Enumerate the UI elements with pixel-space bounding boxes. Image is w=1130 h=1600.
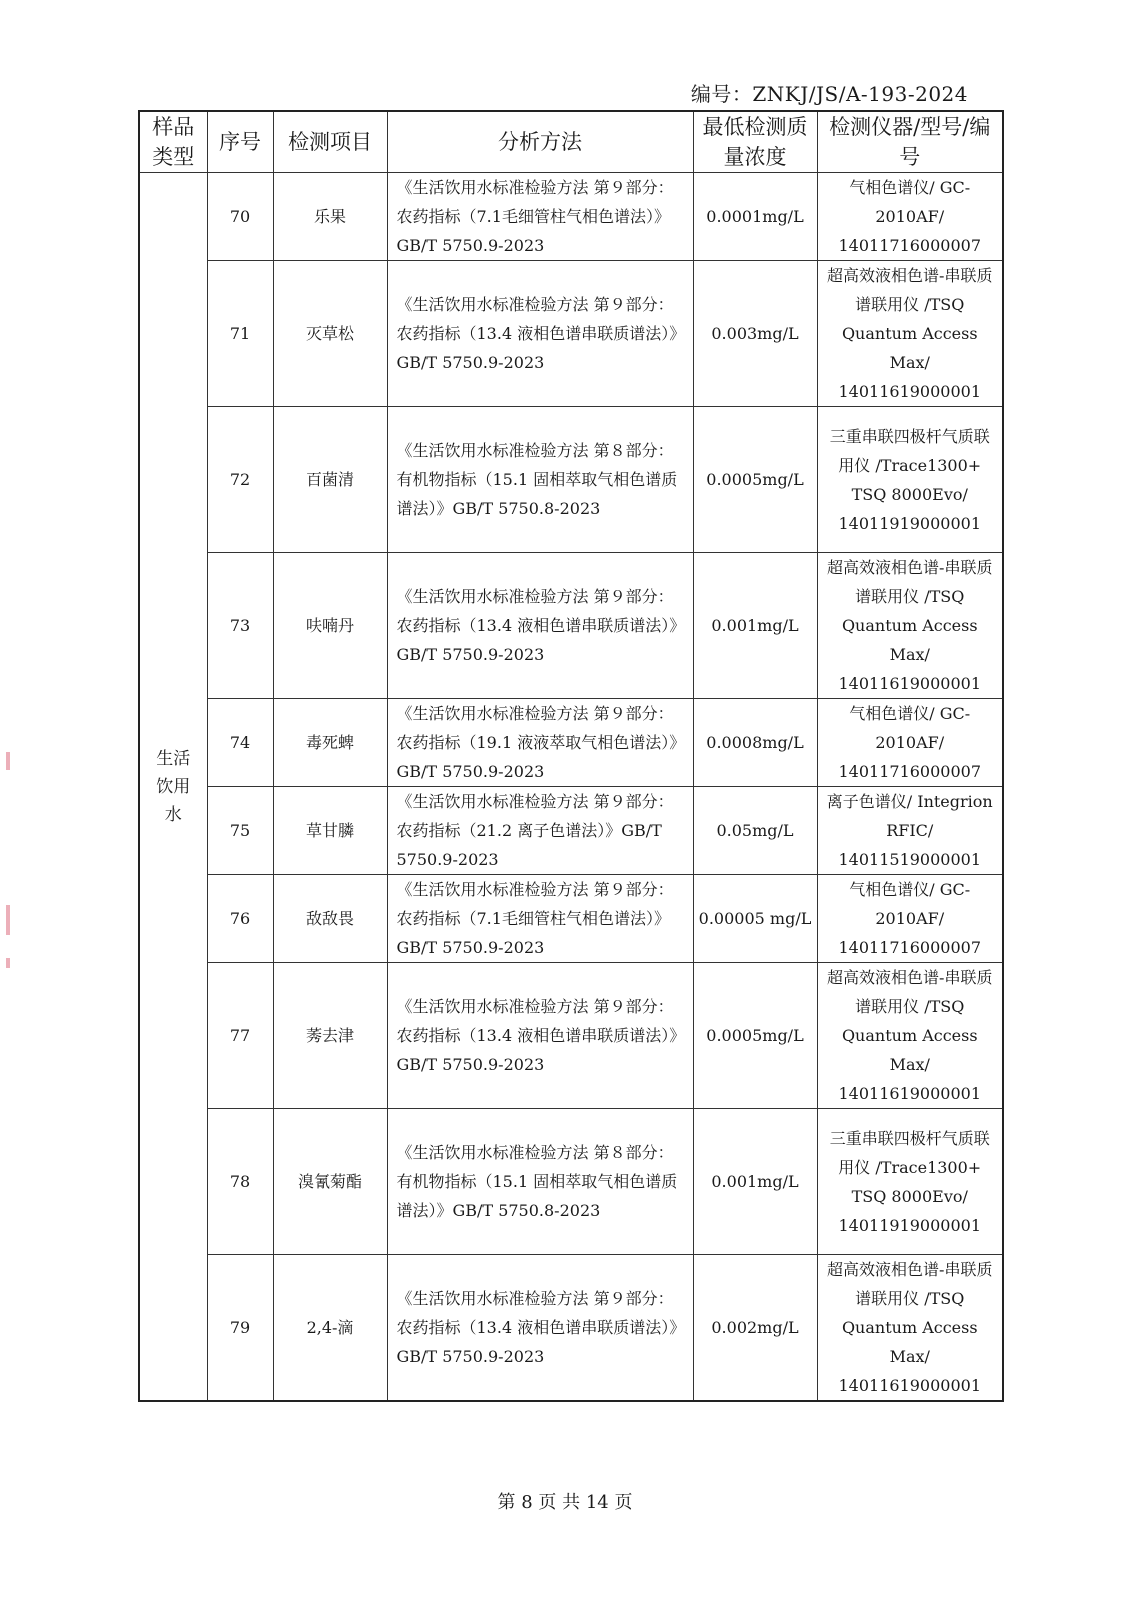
method-cell: 《生活饮用水标准检验方法 第９部分：农药指标（13.4 液相色谱串联质谱法）》GB/T 5750.9-2023 <box>387 963 693 1109</box>
method-cell: 《生活饮用水标准检验方法 第９部分：农药指标（13.4 液相色谱串联质谱法）》GB/T 5750.9-2023 <box>387 553 693 699</box>
document-number: 编号：ZNKJ/JS/A-193-2024 <box>690 82 968 106</box>
min-conc-cell: 0.0008mg/L <box>693 699 817 787</box>
item-cell: 灭草松 <box>273 261 387 407</box>
item-cell: 溴氰菊酯 <box>273 1109 387 1255</box>
item-cell: 敌敌畏 <box>273 875 387 963</box>
min-conc-cell: 0.0005mg/L <box>693 407 817 553</box>
header-min-conc: 最低检测质量浓度 <box>693 111 817 173</box>
table-row <box>139 173 1003 261</box>
seq-cell: 74 <box>207 699 273 787</box>
min-conc-cell: 0.0005mg/L <box>693 963 817 1109</box>
page-footer: 第 8 页 共 14 页 <box>497 1492 633 1513</box>
min-conc-cell: 0.05mg/L <box>693 787 817 875</box>
item-cell: 呋喃丹 <box>273 553 387 699</box>
instrument-cell: 三重串联四极杆气质联用仪 /Trace1300+ TSQ 8000Evo/ 14011919000001 <box>817 1109 1003 1255</box>
method-cell: 《生活饮用水标准检验方法 第９部分：农药指标（7.1毛细管柱气相色谱法）》GB/T 5750.9-2023 <box>387 875 693 963</box>
table-row <box>139 407 1003 553</box>
seq-cell: 73 <box>207 553 273 699</box>
instrument-cell: 气相色谱仪/ GC-2010AF/ 14011716000007 <box>817 699 1003 787</box>
instrument-cell: 三重串联四极杆气质联用仪 /Trace1300+ TSQ 8000Evo/ 14011919000001 <box>817 407 1003 553</box>
seq-cell: 70 <box>207 173 273 261</box>
instrument-cell: 超高效液相色谱-串联质谱联用仪 /TSQ Quantum Access Max/ 14011619000001 <box>817 963 1003 1109</box>
min-conc-cell: 0.00005 mg/L <box>693 875 817 963</box>
instrument-cell: 超高效液相色谱-串联质谱联用仪 /TSQ Quantum Access Max/ 14011619000001 <box>817 553 1003 699</box>
item-cell: 草甘膦 <box>273 787 387 875</box>
table-row <box>139 261 1003 407</box>
item-cell: 百菌清 <box>273 407 387 553</box>
instrument-cell: 气相色谱仪/ GC-2010AF/ 14011716000007 <box>817 875 1003 963</box>
item-cell: 莠去津 <box>273 963 387 1109</box>
item-cell: 乐果 <box>273 173 387 261</box>
method-cell: 《生活饮用水标准检验方法 第９部分：农药指标（19.1 液液萃取气相色谱法）》GB/T 5750.9-2023 <box>387 699 693 787</box>
seq-cell: 72 <box>207 407 273 553</box>
table-row <box>139 1255 1003 1402</box>
method-cell: 《生活饮用水标准检验方法 第８部分：有机物指标（15.1 固相萃取气相色谱质谱法）》GB/T 5750.8-2023 <box>387 407 693 553</box>
min-conc-cell: 0.003mg/L <box>693 261 817 407</box>
table-header-row <box>139 111 1003 173</box>
seq-cell: 76 <box>207 875 273 963</box>
header-method: 分析方法 <box>387 111 693 173</box>
seal-fragment <box>6 752 10 770</box>
header-item: 检测项目 <box>273 111 387 173</box>
table-row <box>139 699 1003 787</box>
table-row <box>139 875 1003 963</box>
table-row <box>139 1109 1003 1255</box>
seq-cell: 71 <box>207 261 273 407</box>
seq-cell: 77 <box>207 963 273 1109</box>
header-instrument: 检测仪器/型号/编号 <box>817 111 1003 173</box>
item-cell: 2,4-滴 <box>273 1255 387 1402</box>
instrument-cell: 超高效液相色谱-串联质谱联用仪 /TSQ Quantum Access Max/ 14011619000001 <box>817 261 1003 407</box>
table-row <box>139 787 1003 875</box>
test-method-table <box>138 110 1004 1402</box>
seq-cell: 78 <box>207 1109 273 1255</box>
method-cell: 《生活饮用水标准检验方法 第９部分：农药指标（21.2 离子色谱法）》GB/T 5750.9-2023 <box>387 787 693 875</box>
item-cell: 毒死蜱 <box>273 699 387 787</box>
min-conc-cell: 0.001mg/L <box>693 1109 817 1255</box>
seq-cell: 75 <box>207 787 273 875</box>
seal-fragment <box>6 958 10 968</box>
instrument-cell: 气相色谱仪/ GC-2010AF/ 14011716000007 <box>817 173 1003 261</box>
min-conc-cell: 0.001mg/L <box>693 553 817 699</box>
seal-fragment <box>6 905 10 935</box>
min-conc-cell: 0.002mg/L <box>693 1255 817 1402</box>
table-row <box>139 963 1003 1109</box>
min-conc-cell: 0.0001mg/L <box>693 173 817 261</box>
instrument-cell: 超高效液相色谱-串联质谱联用仪 /TSQ Quantum Access Max/ 14011619000001 <box>817 1255 1003 1402</box>
instrument-cell: 离子色谱仪/ Integrion RFIC/ 14011519000001 <box>817 787 1003 875</box>
method-cell: 《生活饮用水标准检验方法 第９部分：农药指标（13.4 液相色谱串联质谱法）》GB/T 5750.9-2023 <box>387 1255 693 1402</box>
method-cell: 《生活饮用水标准检验方法 第９部分：农药指标（7.1毛细管柱气相色谱法）》GB/T 5750.9-2023 <box>387 173 693 261</box>
method-cell: 《生活饮用水标准检验方法 第９部分：农药指标（13.4 液相色谱串联质谱法）》GB/T 5750.9-2023 <box>387 261 693 407</box>
header-seq: 序号 <box>207 111 273 173</box>
sample-type-cell: 生活饮用水 <box>139 173 207 1402</box>
seq-cell: 79 <box>207 1255 273 1402</box>
header-sample-type: 样品类型 <box>139 111 207 173</box>
table-row <box>139 553 1003 699</box>
method-cell: 《生活饮用水标准检验方法 第８部分：有机物指标（15.1 固相萃取气相色谱质谱法）》GB/T 5750.8-2023 <box>387 1109 693 1255</box>
